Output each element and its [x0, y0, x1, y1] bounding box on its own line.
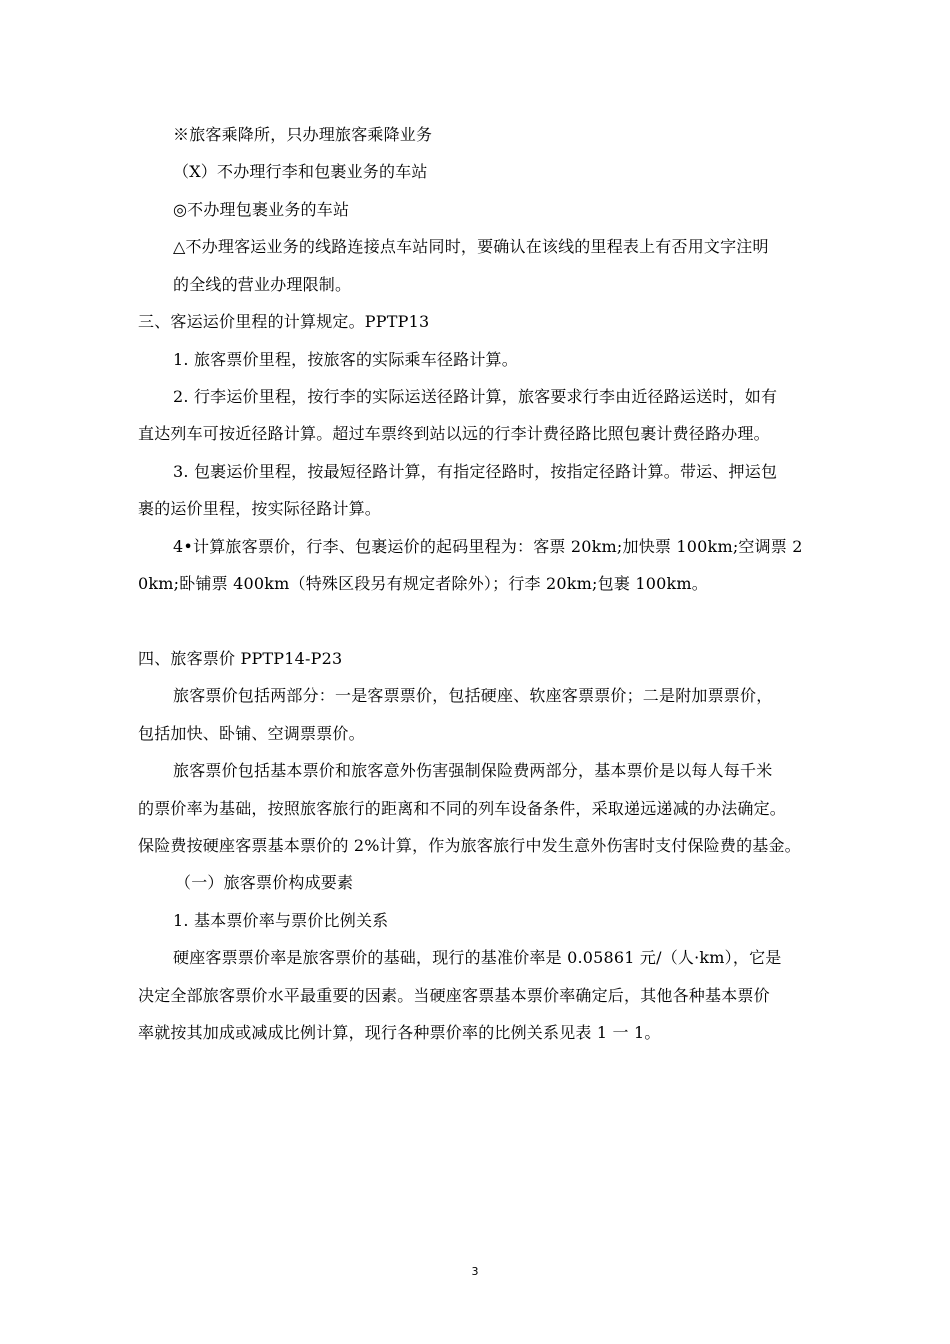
text-line: 旅客票价包括两部分：一是客票票价，包括硬座、软座客票票价；二是附加票票价， — [173, 686, 773, 705]
text-line: 4•计算旅客票价，行李、包裹运价的起码里程为：客票 20km;加快票 100km;空调票 2 — [173, 537, 803, 556]
text-line: （X）不办理行李和包裹业务的车站 — [173, 162, 428, 181]
text-line: 0km;卧铺票 400km（特殊区段另有规定者除外）；行李 20km;包裹 100km。 — [138, 574, 708, 593]
text-line: 决定全部旅客票价水平最重要的因素。当硬座客票基本票价率确定后，其他各种基本票价 — [138, 986, 770, 1005]
text-line: 旅客票价包括基本票价和旅客意外伤害强制保险费两部分，基本票价是以每人每千米 — [173, 761, 773, 780]
text-line: 率就按其加成或减成比例计算，现行各种票价率的比例关系见表 1 一 1。 — [138, 1023, 661, 1042]
text-line: 硬座客票票价率是旅客票价的基础，现行的基准价率是 0.05861 元/（人·km），它是 — [173, 948, 782, 967]
text-line: 2. 行李运价里程，按行李的实际运送径路计算，旅客要求行李由近径路运送时，如有 — [173, 387, 778, 406]
text-line: 的全线的营业办理限制。 — [173, 275, 352, 294]
text-line: 包括加快、卧铺、空调票票价。 — [138, 724, 365, 743]
text-line: △不办理客运业务的线路连接点车站同时，要确认在该线的里程表上有否用文字注明 — [173, 237, 769, 256]
text-line: ※旅客乘降所，只办理旅客乘降业务 — [173, 125, 433, 144]
subsection-heading: （一）旅客票价构成要素 — [175, 873, 354, 892]
section-heading: 三、客运运价里程的计算规定。PPTP13 — [138, 312, 430, 331]
page-number: 3 — [471, 1265, 479, 1278]
text-line: 3. 包裹运价里程，按最短径路计算，有指定径路时，按指定径路计算。带运、押运包 — [173, 462, 778, 481]
text-line: 的票价率为基础，按照旅客旅行的距离和不同的列车设备条件，采取递远递减的办法确定。 — [138, 799, 787, 818]
section-heading: 四、旅客票价 PPTP14-P23 — [138, 649, 343, 668]
text-line: 裹的运价里程，按实际径路计算。 — [138, 499, 382, 518]
text-line: 直达列车可按近径路计算。超过车票终到站以远的行李计费径路比照包裹计费径路办理。 — [138, 424, 770, 443]
text-line: 保险费按硬座客票基本票价的 2%计算，作为旅客旅行中发生意外伤害时支付保险费的基金。 — [138, 836, 801, 855]
text-line: ◎不办理包裹业务的车站 — [173, 200, 350, 219]
text-line: 1. 旅客票价里程，按旅客的实际乘车径路计算。 — [173, 350, 518, 369]
subsection-heading: 1. 基本票价率与票价比例关系 — [173, 911, 389, 930]
